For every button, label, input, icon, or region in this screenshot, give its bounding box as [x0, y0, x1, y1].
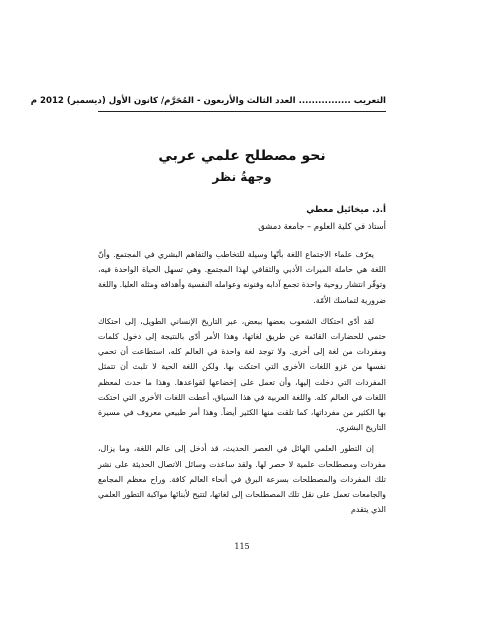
article-body	[98, 247, 386, 523]
page-number: 115	[234, 542, 250, 551]
journal-name: التعريب	[353, 96, 386, 106]
article-title: نحو مصطلح علمي عربي	[158, 148, 326, 164]
running-header	[30, 96, 386, 106]
author-name: أ.د. ميخائيل معطي	[306, 205, 386, 215]
header-rule	[98, 111, 386, 112]
author-affiliation: أستاذ في كلية العلوم – جامعة دمشق	[258, 221, 386, 231]
paragraph: إن التطور العلمي الهائل في العصر الحديث، قد أدخل إلى عالم اللغة، وما يزال، مفردات ومصطلحات علمية لا حصر لها. ولقد ساعدت وسائل الاتصال الحديثة على نشر تلك المفردات والمصطلحات بسرعة البرق في أنحاء العالم كافة. وراح معظم المجامع والجامعات تعمل على نقل تلك المصطلحات إلى لغاتها، لتتيح لأبنائها مواكبة التطور العلمي الذي يتقدم	[98, 444, 386, 515]
paragraph: يعرّف علماء الاجتماع اللغة بأنّها وسيلة للتخاطب والتفاهم البشري في المجتمع. وأنّ اللغة هي حاملة الميراث الأدبي والثقافي لهذا المجتمع. وهي تسهل الحياة الواحدة فيه، وتوفّر انتشار روحية واحدة تجمع آدابه وفنونه وعوامله النفسية وأهدافه ومثله العليا. واللغة ضرورية لتماسك الأمّة.	[98, 250, 386, 305]
issue-info: العدد الثالث والأربعون - المُحَرَّم/ كانون الأول (ديسمبر) 2012 م	[30, 96, 296, 106]
paragraph: لقد أدّى احتكاك الشعوب بعضها ببعض، عبر التاريخ الإنساني الطويل، إلى احتكاك حتمي للحضارات القائمة عن طريق لغاتها، وهذا الأمر أدّى بالنتيجة إلى دخول كلمات ومفردات من لغة إلى أخرى. ولا توجد لغة واحدة في العالم كله، استطاعت أن تحمي نفسها من غزو اللغات الأخرى التي احتكت بها. ولكن اللغة الحية لا تلبث أن تتمثل المفردات التي دخلت إليها، وأن تعمل على إخضاعها لقواعدها. وهذا ما حدث لمعظم اللغات في العالم كله. واللغة العربية في هذا السياق، أعطت اللغات الأخرى التي احتكت بها الكثير من مفرداتها، كما تلقت منها الكثير أيضاً. وهذا أمر طبيعي معروف في مسيرة التاريخ البشري.	[98, 316, 386, 433]
header-dots: ................	[298, 96, 351, 106]
article-subtitle: وجهةُ نظر	[212, 170, 272, 184]
